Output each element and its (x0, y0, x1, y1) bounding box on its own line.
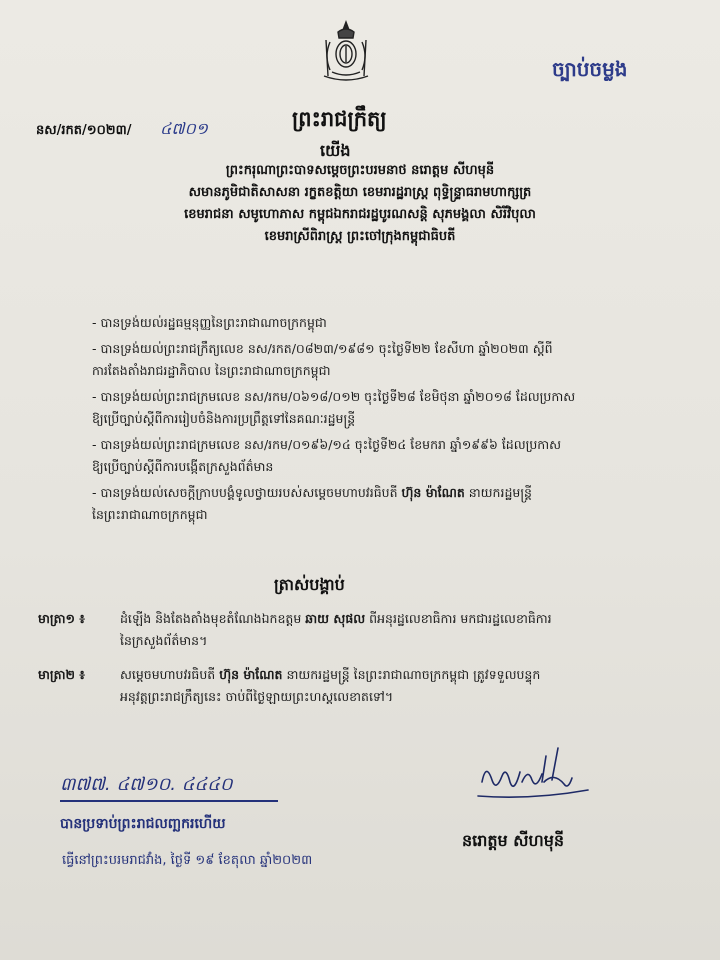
royal-coat-of-arms-icon (316, 20, 376, 84)
reference-code: នស/រកត/១០២៣/ (36, 123, 132, 138)
appointee-name: ឆាយ សុផល (305, 611, 366, 626)
decree-heading: ត្រាស់បង្គាប់ (274, 575, 345, 594)
handwritten-reference: ៣៧៧. ៤៧១០. ៤៤៤០ (60, 774, 233, 795)
article-label: មាត្រា១ ៖ (38, 611, 85, 626)
legal-basis-list (92, 312, 692, 530)
basis-item: - បានទ្រង់យល់រដ្ឋធម្មនុញ្ញនៃព្រះរាជាណាចក្រកម្ពុជា (92, 315, 327, 330)
basis-item: - បានទ្រង់យល់ព្រះរាជក្រឹត្យលេខ នស/រកត/០៨២៣/១៩៨១ ចុះថ្ងៃទី២២ ខែសីហា ឆ្នាំ២០២៣ ស្តីពី ការតែងតាំងរាជរដ្ឋាភិបាល នៃព្រះរាជាណាចក្រកម្ពុជា (92, 341, 553, 378)
king-title-line-2: សមានភូមិជាតិសាសនា រក្ខតខត្តិយា ខេមរារដ្ឋរាស្ត្រ ពុទ្ធិន្ទ្រាធរាមហាក្សត្រ (188, 185, 532, 200)
prime-minister-name: ហ៊ុន ម៉ាណែត (219, 667, 283, 682)
article-label: មាត្រា២ ៖ (38, 667, 85, 682)
prime-minister-name: ហ៊ុន ម៉ាណែត (401, 485, 465, 500)
seal-confirmation-text: បានប្រទាប់ព្រះរាជលញ្ឆករហើយ (60, 816, 226, 832)
king-name-signature: នរោត្តម សីហមុនី (462, 831, 565, 850)
we-heading: យើង (320, 141, 351, 160)
basis-item: - បានទ្រង់យល់ព្រះរាជក្រមលេខ នស/រកម/០៦១៨/០១២ ចុះថ្ងៃទី២៨ ខែមិថុនា ឆ្នាំ២០១៨ ដែលប្រកាស ឱ្យប្រើច្បាប់ស្តីពីការរៀបចំនិងការប្រព្រឹត្តទៅនៃគណៈរដ្ឋមន្ត្រី (92, 389, 576, 426)
article-1: មាត្រា១ ៖ ដំឡើង និងតែងតាំងមុខតំណែងឯកឧត្តម ឆាយ សុផល ពីអនុរដ្ឋលេខាធិការ មកជារដ្ឋលេខាធិការ នៃក្រសួងព័ត៌មាន។ (38, 608, 698, 652)
king-title-line-1: ព្រះករុណាព្រះបាទសម្តេចព្រះបរមនាថ នរោត្តម សីហមុនី (225, 163, 495, 178)
handwritten-underline (60, 800, 278, 802)
king-title-line-3: ខេមរាជនា សមូហោភាស កម្ពុជឯករាជរដ្ឋបូរណសន្តិ សុភមង្គលា សិរីវិបុលា (184, 207, 536, 222)
king-title-line-4: ខេមរាស្រីពិរាស្ត្រ ព្រះចៅក្រុងកម្ពុជាធិបតី (264, 229, 456, 244)
copy-label: ច្បាប់ចម្លង (552, 57, 628, 81)
reference-number-handwritten: ៤៧០១ (160, 119, 208, 138)
article-2: មាត្រា២ ៖ សម្តេចមហាបវរធិបតី ហ៊ុន ម៉ាណែត នាយករដ្ឋមន្ត្រី នៃព្រះរាជាណាចក្រកម្ពុជា ត្រូវទទួលបន្ទុក អនុវត្តព្រះរាជក្រឹត្យនេះ ចាប់ពីថ្ងៃឡាយព្រះហស្តលេខាតទៅ។ (38, 664, 698, 708)
royal-signature-icon (472, 742, 592, 808)
basis-item: - បានទ្រង់យល់សេចក្តីក្រាបបង្គំទូលថ្វាយរបស់សម្តេចមហាបវរធិបតី ហ៊ុន ម៉ាណែត នាយករដ្ឋមន្ត្រី នៃព្រះរាជាណាចក្រកម្ពុជា (92, 485, 532, 522)
document-title: ព្រះរាជក្រឹត្យ (292, 107, 387, 131)
place-and-date: ធ្វើនៅព្រះបរមរាជវាំង, ថ្ងៃទី ១៩ ខែតុលា ឆ្នាំ២០២៣ (62, 853, 313, 868)
basis-item: - បានទ្រង់យល់ព្រះរាជក្រមលេខ នស/រកម/០១៩៦/១៤ ចុះថ្ងៃទី២៤ ខែមករា ឆ្នាំ១៩៩៦ ដែលប្រកាស ឱ្យប្រើច្បាប់ស្តីពីការបង្កើតក្រសួងព័ត៌មាន (92, 437, 562, 474)
